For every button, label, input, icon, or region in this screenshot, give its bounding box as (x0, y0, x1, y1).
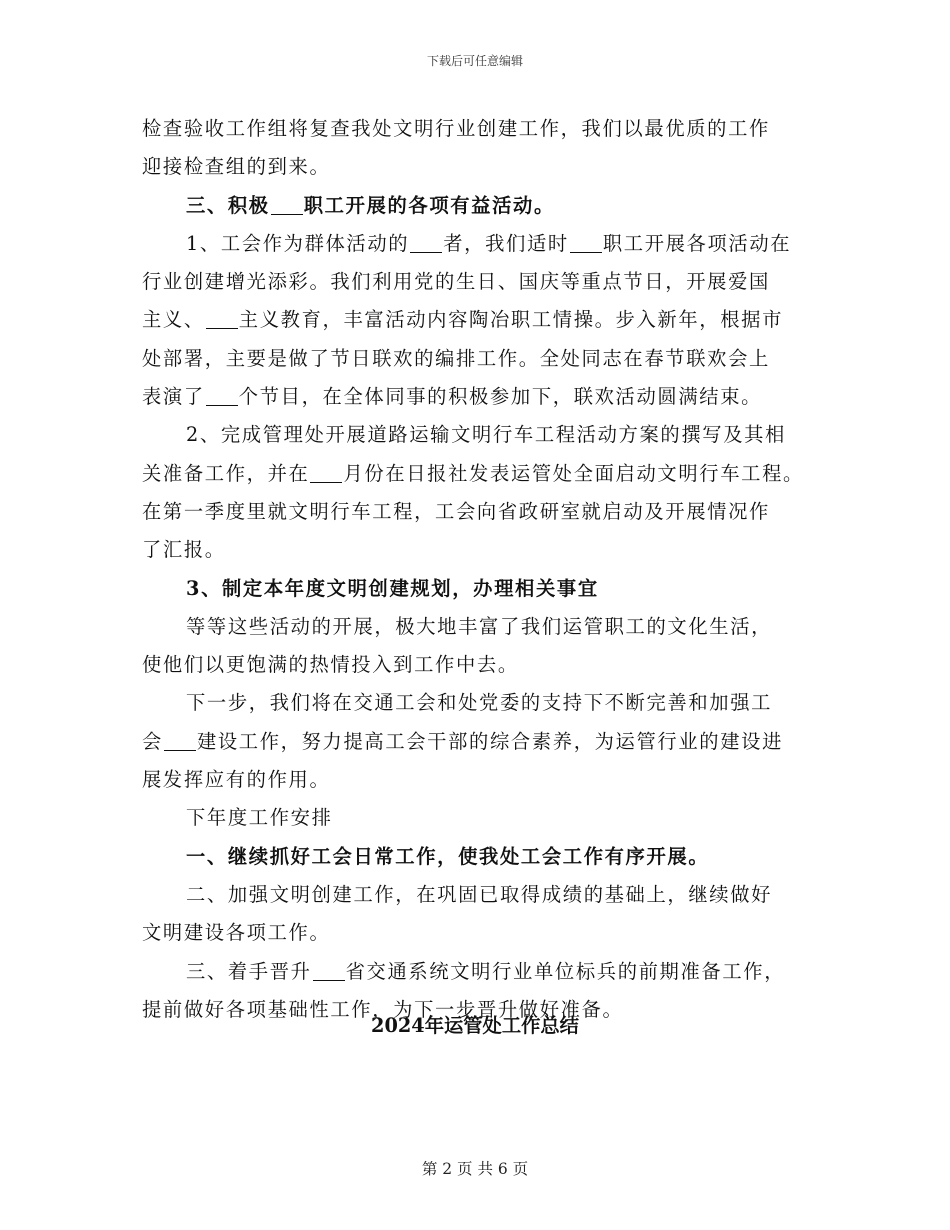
paragraph-line: 下年度工作安排 (186, 806, 333, 830)
blank-underline (206, 386, 238, 406)
paragraph-line: 在第一季度里就文明行车工程，工会向省政研室就启动及开展情况作 (142, 499, 770, 523)
paragraph-line: 下一步，我们将在交通工会和处党委的支持下不断完善和加强工 (186, 691, 773, 715)
paragraph-line: 等等这些活动的开展，极大地丰富了我们运管职工的文化生活， (186, 614, 773, 638)
paragraph-line: 关准备工作，并在 月份在日报社发表运管处全面启动文明行车工程。 (142, 461, 804, 485)
paragraph-line: 2、完成管理处开展道路运输文明行车工程活动方案的撰写及其相 (186, 423, 786, 447)
document-title: 2024年运管处工作总结 (371, 1014, 579, 1037)
section-heading: 3、制定本年度文明创建规划，办理相关事宜 (186, 576, 599, 600)
paragraph-line: 检查验收工作组将复查我处文明行业创建工作，我们以最优质的工作 (142, 117, 770, 140)
page-footer: 第 2 页 共 6 页 (421, 1160, 529, 1178)
section-heading: 一、继续抓好工会日常工作，使我处工会工作有序开展。 (186, 844, 710, 868)
paragraph-line: 主义、 主义教育，丰富活动内容陶冶职工情操。步入新年，根据市 (142, 308, 784, 332)
document-body (142, 110, 832, 1029)
paragraph-line: 处部署，主要是做了节日联欢的编排工作。全处同志在春节联欢会上 (142, 346, 770, 370)
page-header: 下载后可任意编辑 (426, 54, 523, 68)
paragraph-line: 1、工会作为群体活动的 者，我们适时 职工开展各项活动在 (186, 231, 792, 255)
paragraph-line: 提前做好各项基础性工作，为下一步晋升做好准备。 (142, 997, 624, 1021)
blank-underline (313, 960, 345, 980)
paragraph-line: 展发挥应有的作用。 (142, 768, 331, 792)
blank-underline (271, 194, 303, 214)
paragraph-line: 二、加强文明创建工作，在巩固已取得成绩的基础上，继续做好 (186, 882, 773, 906)
paragraph-line: 行业创建增光添彩。我们利用党的生日、国庆等重点节日，开展爱国 (142, 270, 770, 294)
paragraph-line: 三、着手晋升 省交通系统文明行业单位标兵的前期准备工作， (186, 959, 786, 983)
blank-underline (410, 233, 442, 253)
paragraph-line: 会 建设工作，努力提高工会干部的综合素养，为运管行业的建设进 (142, 729, 784, 753)
paragraph-line: 表演了 个节目，在全体同事的积极参加下，联欢活动圆满结束。 (142, 385, 763, 409)
paragraph-line: 文明建设各项工作。 (142, 921, 331, 945)
paragraph-line: 使他们以更饱满的热情投入到工作中去。 (142, 653, 519, 677)
blank-underline (206, 309, 238, 329)
blank-underline (164, 730, 196, 750)
paragraph-line: 了汇报。 (142, 538, 226, 562)
section-heading: 三、积极 职工开展的各项有益活动。 (186, 193, 555, 217)
blank-underline (570, 233, 602, 253)
blank-underline (310, 462, 342, 482)
paragraph-line: 迎接检查组的到来。 (142, 155, 331, 179)
